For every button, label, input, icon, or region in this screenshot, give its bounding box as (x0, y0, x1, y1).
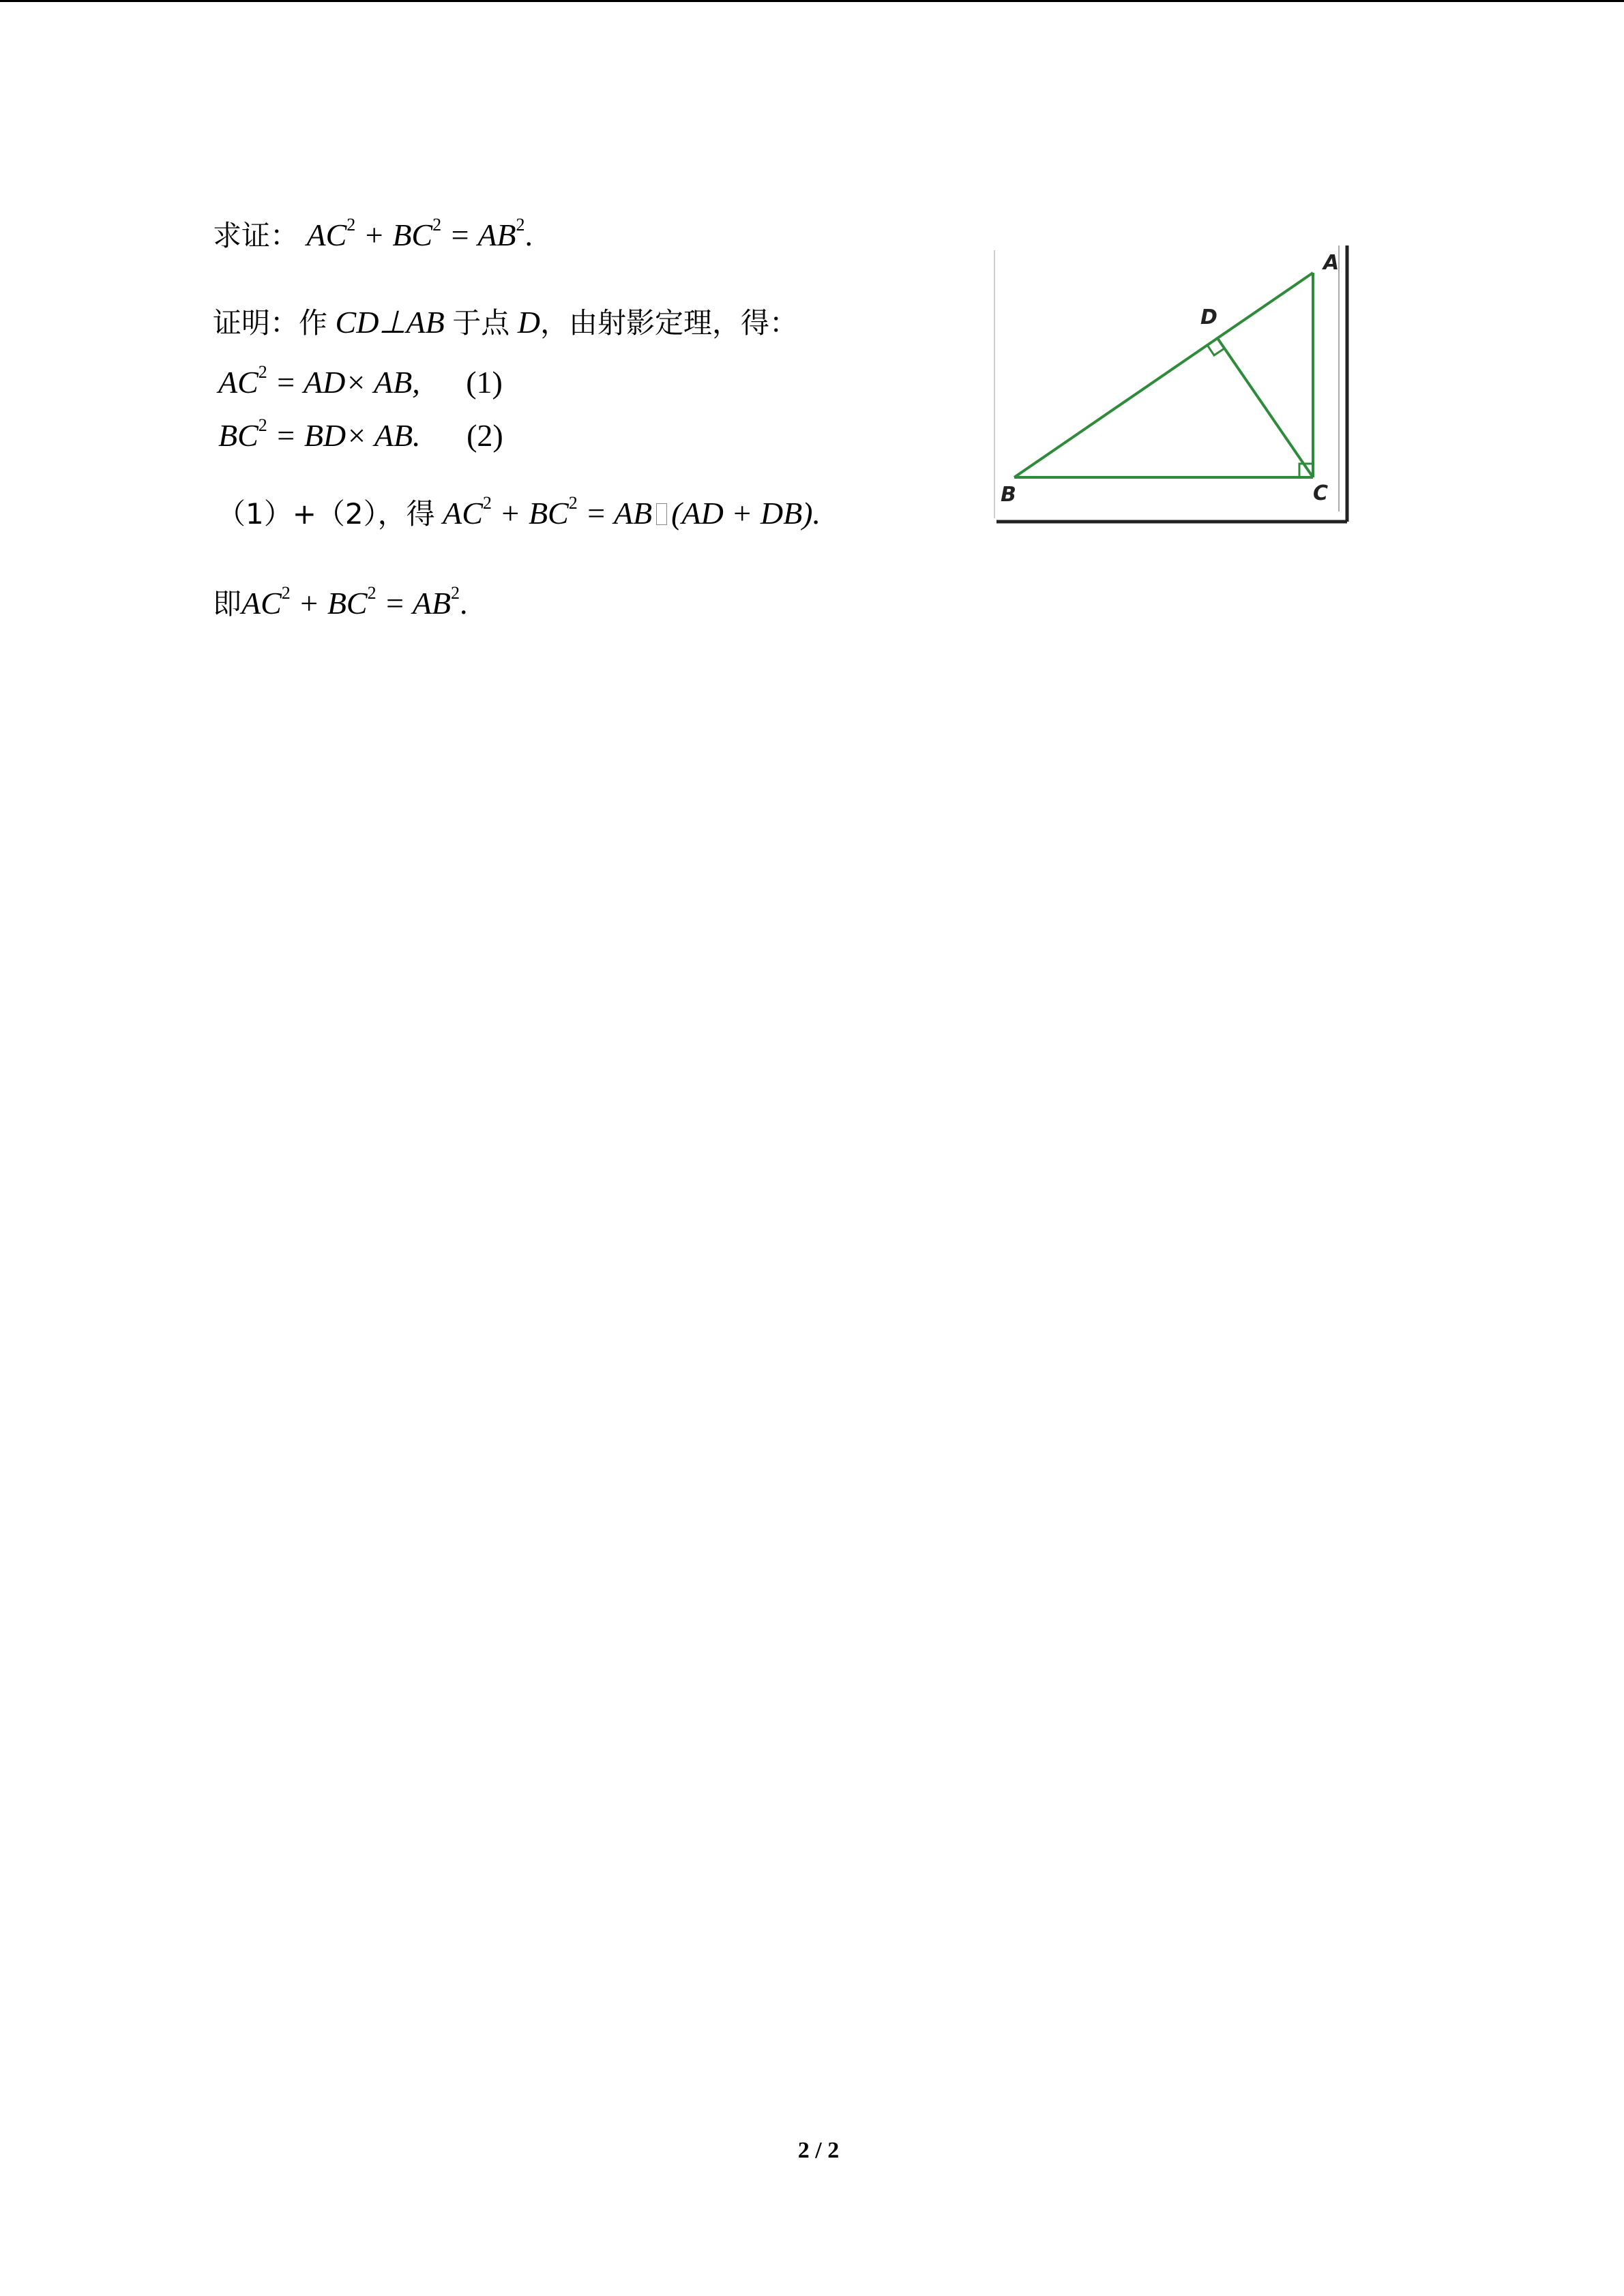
eq2-number: (2) (467, 418, 503, 453)
eq2-rhs: = BD× AB. (267, 418, 421, 453)
sum-ab: = AB (577, 496, 653, 531)
sum-formula (443, 493, 821, 531)
page-number: 2 / 2 (797, 2138, 840, 2163)
exp: 2 (516, 215, 525, 235)
conc-period: . (460, 586, 468, 621)
eq1-rhs: = AD× AB, (267, 365, 420, 400)
sum-exp-b: 2 (568, 493, 578, 513)
prove-formula (306, 215, 533, 252)
eq1-formula (218, 362, 420, 400)
cd-perp-ab: CD⊥AB (335, 305, 445, 340)
label-b: B (1001, 483, 1016, 507)
conc-bc: + BC (290, 586, 368, 621)
term-bc: + BC (355, 218, 433, 252)
conclusion-line (213, 583, 468, 621)
sum-paren: (AD + DB). (671, 496, 821, 531)
eq1-lhs: AC (218, 365, 259, 400)
conc-exp-b: 2 (367, 583, 377, 603)
page-top-border (0, 0, 1624, 2)
missing-glyph-box (656, 503, 667, 525)
equation-2 (218, 415, 503, 453)
at-point-text: 于点 (452, 306, 510, 340)
label-a: A (1323, 251, 1340, 275)
conc-ab: = AB (376, 586, 452, 621)
sum-bc: + BC (491, 496, 569, 531)
sum-line (217, 493, 821, 531)
conc-ac: AC (241, 586, 282, 621)
prove-label: 求证： (213, 219, 299, 252)
sum-exp-a: 2 (482, 493, 492, 513)
term-ac: AC (306, 218, 347, 252)
eq2-lhs: BC (218, 418, 259, 453)
exp: 2 (432, 215, 442, 235)
proof-intro-line (213, 307, 798, 338)
side-ab (1014, 273, 1313, 477)
eq2-exp: 2 (258, 415, 267, 435)
label-d: D (1200, 305, 1217, 329)
term-ab: = AB (441, 218, 516, 252)
altitude-cd (1217, 338, 1313, 477)
conc-exp-a: 2 (281, 583, 291, 603)
sum-prefix: （1）+（2），得 (217, 497, 435, 531)
prove-statement (213, 215, 533, 252)
eq1-number: (1) (466, 365, 503, 400)
conclusion-prefix: 即 (213, 587, 242, 621)
exp: 2 (346, 215, 356, 235)
sum-ac: AC (443, 496, 483, 531)
period: . (525, 218, 533, 252)
proof-intro: 证明：作 (213, 306, 328, 340)
conc-exp-c: 2 (451, 583, 460, 603)
label-c: C (1313, 481, 1329, 505)
conclusion-formula (241, 583, 468, 621)
right-triangle-figure (992, 242, 1361, 528)
equation-1 (218, 362, 503, 400)
eq1-exp: 2 (258, 362, 267, 382)
eq2-formula (218, 415, 421, 453)
point-d: D (517, 305, 540, 340)
proof-rest: ，由射影定理，得： (540, 306, 798, 340)
